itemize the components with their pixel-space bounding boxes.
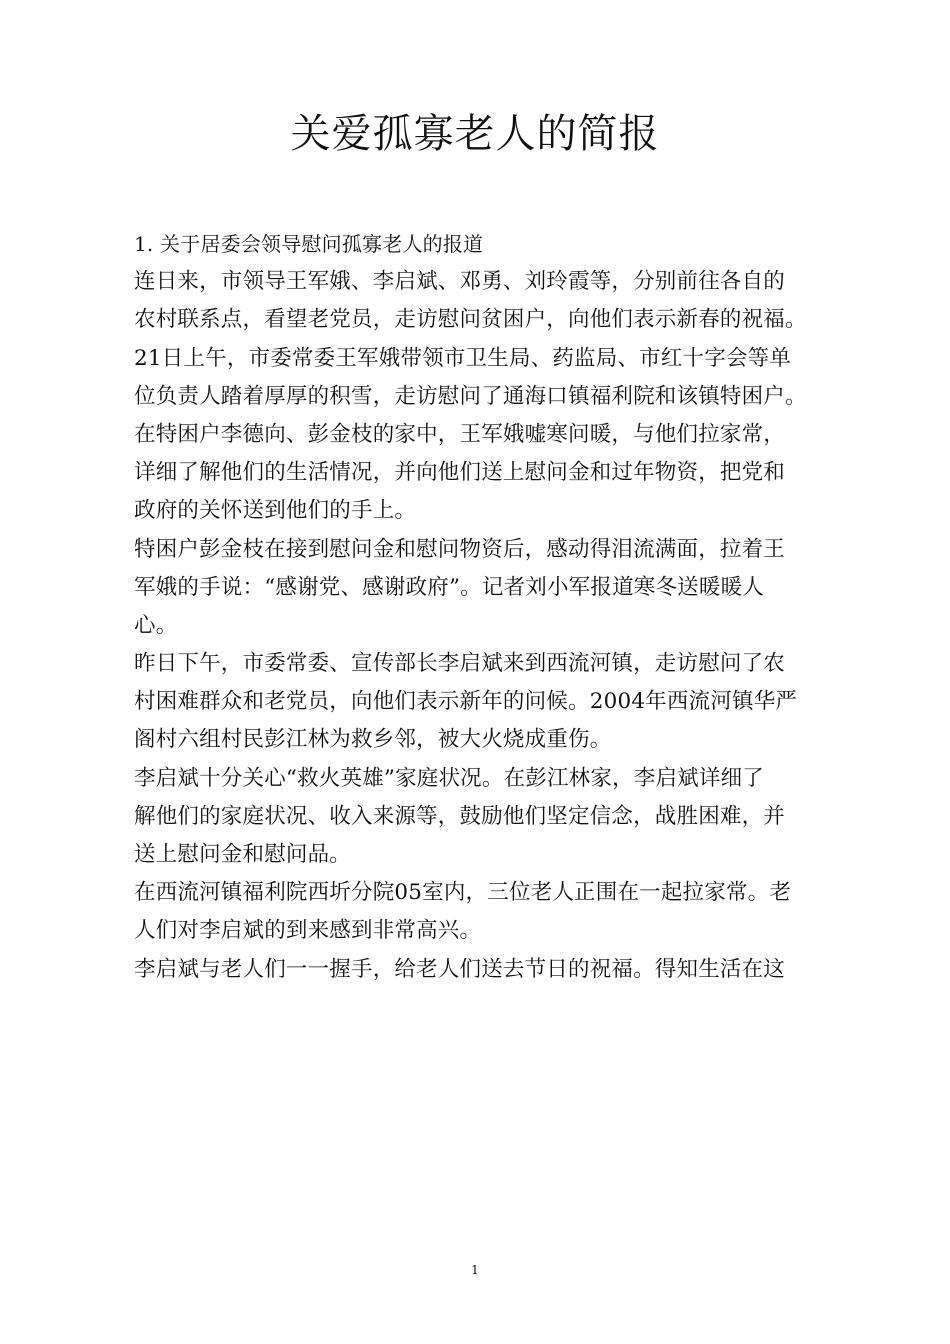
text-line: 政府的关怀送到他们的手上。 bbox=[134, 498, 417, 524]
text-line: 阁村六组村民彭江林为救乡邻，被大火烧成重伤。 bbox=[134, 727, 612, 753]
text-line: 昨日下午，市委常委、宣传部长李启斌来到西流河镇，走访慰问了农 bbox=[134, 651, 786, 677]
text-line: 军娥的手说：“感谢党、感谢政府”。记者刘小军报道寒冬送暖暖人 bbox=[134, 574, 764, 600]
text-line: 人们对李启斌的到来感到非常高兴。 bbox=[134, 918, 482, 944]
text-line: 送上慰问金和慰问品。 bbox=[134, 842, 352, 867]
text-line: 位负责人踏着厚厚的积雪，走访慰问了通海口镇福利院和该镇特困户。 bbox=[134, 383, 807, 409]
text-line: 在西流河镇福利院西圻分院05室内，三位老人正围在一起拉家常。老 bbox=[134, 880, 792, 906]
document-body bbox=[134, 225, 824, 989]
document-title: 关爱孤寡老人的简报 bbox=[290, 111, 660, 157]
section-heading: 1. 关于居委会领导慰问孤寡老人的报道 bbox=[134, 232, 484, 256]
text-line: 农村联系点，看望老党员，走访慰问贫困户，向他们表示新春的祝福。 bbox=[134, 307, 807, 333]
text-line: 李启斌十分关心“救火英雄”家庭状况。在彭江林家，李启斌详细了 bbox=[134, 765, 764, 791]
text-line: 详细了解他们的生活情况，并向他们送上慰问金和过年物资，把党和 bbox=[134, 460, 786, 486]
text-line: 21日上午，市委常委王军娥带领市卫生局、药监局、市红十字会等单 bbox=[134, 345, 792, 371]
text-line: 在特困户李德向、彭金枝的家中，王军娥嘘寒问暖，与他们拉家常， bbox=[134, 421, 786, 447]
page-number: 1 bbox=[471, 1263, 479, 1277]
text-line: 李启斌与老人们一一握手，给老人们送去节日的祝福。得知生活在这 bbox=[134, 956, 786, 982]
text-line: 连日来，市领导王军娥、李启斌、邓勇、刘玲霞等，分别前往各自的 bbox=[134, 269, 786, 295]
text-line: 心。 bbox=[134, 612, 178, 638]
text-line: 解他们的家庭状况、收入来源等，鼓励他们坚定信念，战胜困难，并 bbox=[134, 803, 786, 829]
text-line: 特困户彭金枝在接到慰问金和慰问物资后，感动得泪流满面，拉着王 bbox=[134, 536, 786, 562]
text-line: 村困难群众和老党员，向他们表示新年的问候。2004年西流河镇华严 bbox=[134, 689, 798, 715]
